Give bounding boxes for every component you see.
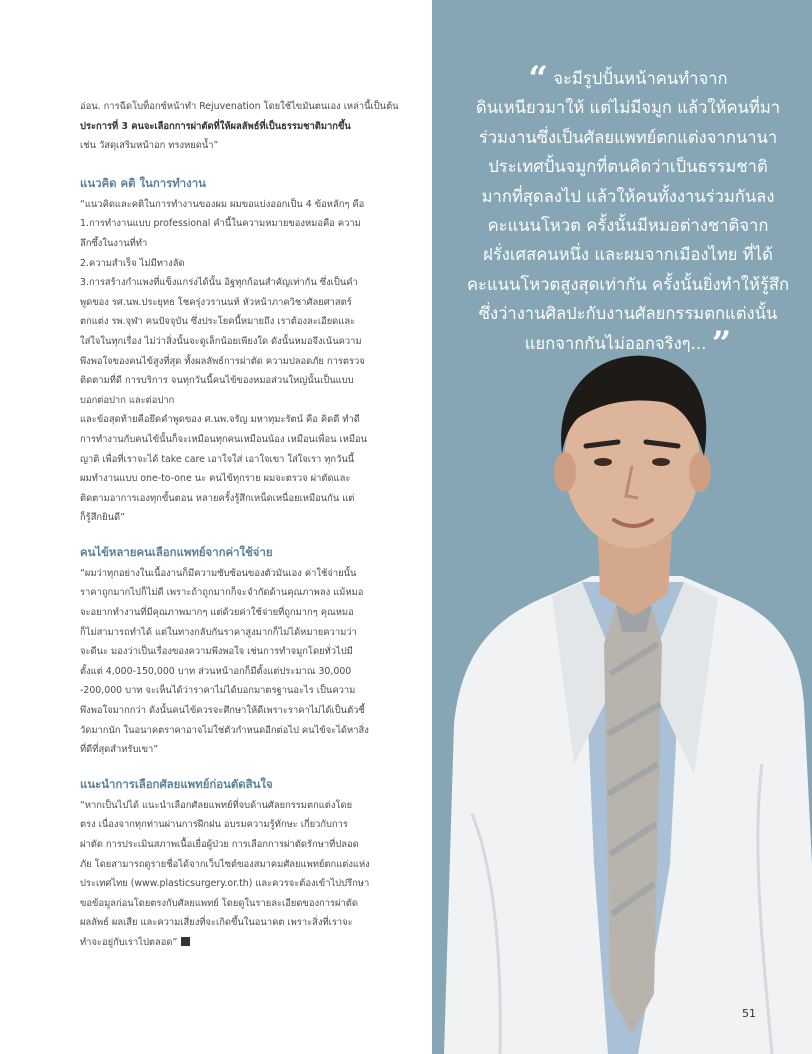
body-line: “ผมว่าทุกอย่างในเนื้องานก็มีความซับซ้อนของตัวมันเอง ค่าใช้จ่ายนั้น [80,567,357,579]
body-line: ภัย โดยสามารถดูรายชื่อได้จากเว็บไซต์ของสมาคมศัลยแพทย์ตกแต่งแห่ง [80,858,370,870]
body-line: วัดมากนัก ในอนาคตราคาอาจไม่ใช่ตัวกำหนดอีกต่อไป คนไข้จะได้หาสิ่ง [80,724,369,736]
body-line: ญาติ เพื่อที่เราจะได้ take care เอาใจใส่ เอาใจเขา ใส่ใจเรา ทุกวันนี้ [80,453,355,465]
body-line: 1.การทำงานแบบ professional คำนี้ในความหมายของหมอคือ ความ [80,218,361,230]
body-line: จะอยากทำงานที่มีคุณภาพมากๆ แต่ด้วยค่าใช้จ่ายที่ถูกมากๆ คุณหมอ [80,607,354,619]
pull-quote [458,59,798,364]
body-line: “หากเป็นไปได้ แนะนำเลือกศัลยแพทย์ที่จบด้านศัลยกรรมตกแต่งโดย [80,799,353,811]
body-line: ประเทศไทย (www.plasticsurgery.or.th) และควรจะต้องเข้าไปปรึกษา [80,878,370,890]
quote-line: ประเทศปั้นจมูกที่ตนคิดว่าเป็นธรรมชาติ [488,157,768,177]
body-line: การทำงานกับคนไข้นั้นก็จะเหมือนทุกคนเหมือนน้อง เหมือนเพื่อน เหมือน [80,433,368,445]
pull-quote-panel [432,0,812,1054]
body-line: บอกต่อปาก และต่อปาก [80,394,175,406]
intro-line: เช่น วัสดุเสริมหน้าอก ทรงหยดน้ำ” [80,140,219,152]
intro-line-bold: ประการที่ 3 คนจะเลือกการผ่าตัดที่ให้ผลลัพธ์ที่เป็นธรรมชาติมากขึ้น [80,120,351,132]
body-line: ตกแต่ง รพ.จุฬา คนปัจจุบัน ซึ่งประโยคนี้หมายถึง เราต้องละเอียดและ [80,316,356,328]
quote-line-first [458,59,798,99]
body-line: ผมทำงานแบบ one-to-one นะ คนไข้ทุกราย ผมจะตรวจ ผ่าตัดและ [80,473,351,485]
quote-line: ร่วมงานซึ่งเป็นศัลยแพทย์ตกแต่งจากนานา [478,127,778,147]
section-body-choosing-surgeon [80,796,406,953]
body-line: -200,000 บาท จะเห็นได้ว่าราคาไม่ได้บอกมาตรฐานอะไร เป็นความ [80,685,356,697]
body-line: ผ่าตัด การประเมินสภาพเนื้อเยื่อผู้ป่วย การเลือกการผ่าตัดรักษาที่ปลอด [80,839,359,850]
body-line: ตั้งแต่ 4,000-150,000 บาท ส่วนหน้าอกก็มีตั้งแต่ประมาณ 30,000 [80,665,352,677]
body-line-text: ทำจะอยู่กับเราไปตลอด” [80,936,178,948]
section-body-work-philosophy [80,195,406,528]
end-mark-icon [181,937,190,946]
body-line: 2.ความสำเร็จ ไม่มีทางลัด [80,257,185,269]
body-line: ก็รู้สึกยินดี” [80,512,125,524]
quote-line: ฝรั่งเศสคนหนึ่ง และผมจากเมืองไทย ที่ได้ [483,245,773,265]
close-quote-icon: ” [711,323,732,364]
body-line-last [80,933,406,953]
doctor-portrait-image [432,344,812,1054]
body-line: จะดีนะ มองว่าเป็นเรื่องของความพึงพอใจ เช่นการทำจมูกโดยทั่วไปมี [80,646,353,658]
quote-line: แยกจากกันไม่ออกจริงๆ... [524,333,707,353]
quote-line: มากที่สุดลงไป แล้วให้คนทั้งงานร่วมกันลง [481,186,775,206]
body-line: ผลลัพธ์ ผลเสีย และความเสี่ยงที่จะเกิดขึ้นในอนาคต เพราะสิ่งที่เราจะ [80,917,353,929]
body-line: ขอข้อมูลก่อนโดยตรงกับศัลยแพทย์ โดยดูในรายละเอียดของการผ่าตัด [80,897,358,909]
section-heading-cost: คนไข้หลายคนเลือกแพทย์จากค่าใช้จ่าย [80,544,273,559]
quote-line: ดินเหนียวมาให้ แต่ไม่มีจมูก แล้วให้คนที่มา [475,98,781,118]
quote-line: จะมีรูปปั้นหน้าคนทำจาก [553,69,728,88]
body-line: ใส่ใจในทุกเรื่อง ไม่ว่าสิ่งนั้นจะดูเล็กน้อยเพียงใด ดังนั้นหมอจึงเน้นความ [80,335,362,347]
body-line: และข้อสุดท้ายคือยึดคำพูดของ ศ.นพ.จรัญ มหาทุมะรัตน์ คือ คิดดี ทำดี [80,414,360,426]
body-line: ติดตามอาการเองทุกขั้นตอน หลายครั้งรู้สึกเหน็ดเหนื่อยเหมือนกัน แต่ [80,492,355,504]
body-line: ก็ไม่สามารถทำได้ แต่ในทางกลับกันราคาสูงมากก็ไม่ได้หมายความว่า [80,626,357,638]
quote-line: คะแนนโหวตสูงสุดเท่ากัน ครั้งนั้นยิ่งทำให้รู้สึก [466,274,790,294]
page-number: 51 [742,1007,756,1020]
quote-line: ซึ่งว่างานศิลปะกับงานศัลยกรรมตกแต่งนั้น [478,304,778,324]
body-line: ติดตามที่ดี การบริการ จนทุกวันนี้คนไข้ของหมอส่วนใหญ่นั้นเป็นแบบ [80,375,354,387]
article-column [80,97,406,953]
intro-line: อ่อน. การฉีดโบท็อกซ์หน้าทำ Rejuvenation โดยใช้ไขมันตนเอง เหล่านี้เป็นต้น [80,101,399,112]
body-line: พึงพอใจมากกว่า ดังนั้นคนไข้ควรจะศึกษาให้ดีเพราะราคาไม่ได้เป็นตัวชี้ [80,705,365,717]
body-line: 3.การสร้างกำแพงที่แข็งแกร่งได้นั้น อิฐทุกก้อนสำคัญเท่ากัน ซึ่งเป็นคำ [80,277,358,289]
body-line: พูดของ รศ.นพ.ประยุทธ โชครุ่งวรานนท์ หัวหน้าภาควิชาศัลยศาสตร์ [80,296,352,308]
quote-line: คะแนนโหวต ครั้งนั้นมีหมอต่างชาติจาก [487,216,769,236]
body-line: “แนวคิดและคติในการทำงานของผม ผมขอแบ่งออกเป็น 4 ข้อหลักๆ คือ [80,198,365,210]
section-heading-choosing-surgeon: แนะนำการเลือกศัลยแพทย์ก่อนตัดสินใจ [80,776,273,791]
body-line: ที่ดีที่สุดสำหรับเขา” [80,744,159,756]
open-quote-icon: “ [528,59,548,99]
section-heading-work-philosophy: แนวคิด คติ ในการทำงาน [80,175,206,190]
section-body-cost [80,564,406,760]
body-line: พึงพอใจของคนไข้สูงที่สุด ทั้งผลลัพธ์การผ่าตัด ความปลอดภัย การตรวจ [80,355,365,367]
body-line: ตรง เนื่องจากทุกท่านผ่านการฝึกฝน อบรมความรู้ทักษะ เกี่ยวกับการ [80,819,348,831]
body-line: ลึกซึ้งในงานที่ทำ [80,237,148,249]
body-line: ราคาถูกมากไปก็ไม่ดี เพราะถ้าถูกมากก็จะจำกัดด้านคุณภาพลง แม้หมอ [80,587,364,599]
